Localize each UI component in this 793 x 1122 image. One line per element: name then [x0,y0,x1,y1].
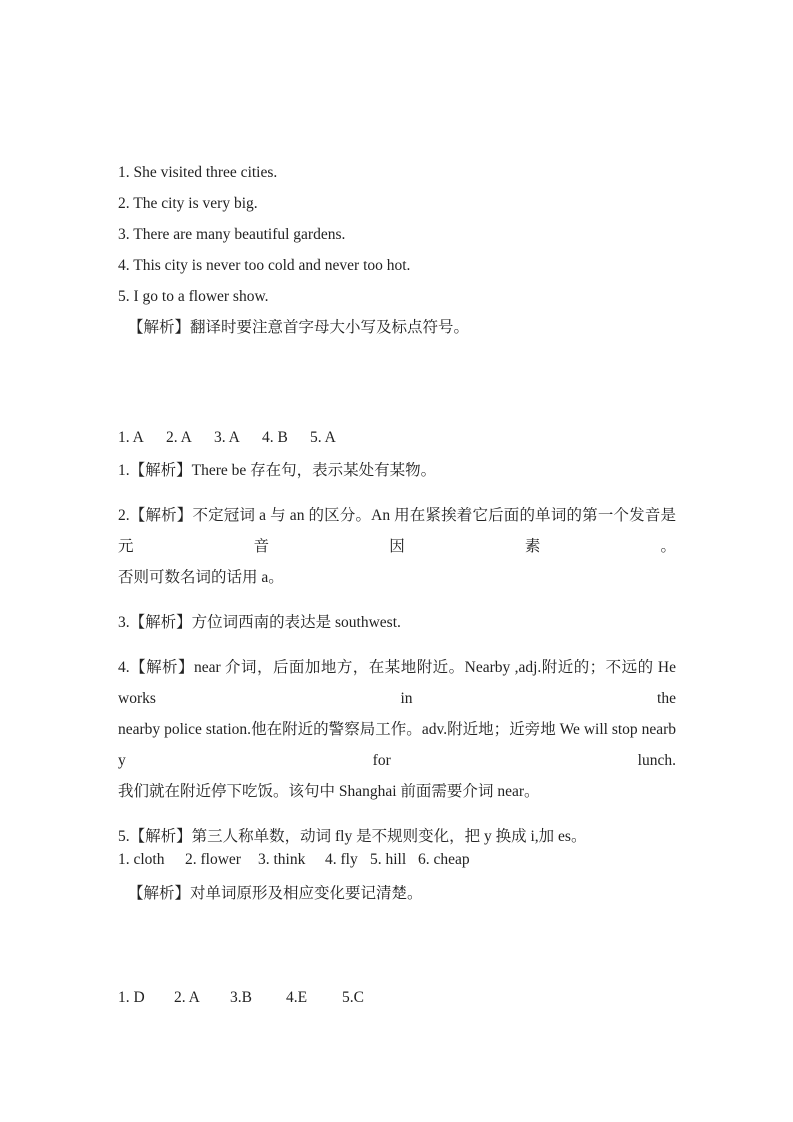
word-answer-5: 5. hill [370,851,407,868]
matching-answers-row [118,982,676,1013]
explanation-3-line: 3.【解析】方位词西南的表达是 southwest. [118,614,401,631]
word-answer-3: 3. think [258,851,306,868]
word-form-section [118,844,676,909]
explanation-2-line-1: 2.【解析】不定冠词 a 与 an 的区分。An 用在紧挨着它后面的单词的第一个发音是元音因素。 [118,507,676,555]
choice-answer-5: 5. A [310,429,336,446]
choice-answer-4: 4. B [262,429,288,446]
choice-answers-row [118,422,676,453]
explanation-1-line: 1.【解析】There be 存在句，表示某处有某物。 [118,462,437,479]
multiple-choice-section [118,422,676,852]
matching-section [118,982,676,1013]
explanation-4 [118,652,676,807]
word-answer-2: 2. flower [185,851,241,868]
matching-answer-4: 4.E [286,989,308,1006]
explanation-2-line-2: 否则可数名词的话用 a。 [118,569,284,586]
explanation-2 [118,500,676,593]
explanation-3 [118,607,676,638]
matching-answer-1: 1. D [118,989,145,1006]
choice-answer-3: 3. A [214,429,240,446]
word-answer-4: 4. fly [325,851,358,868]
explanation-1 [118,455,676,486]
choice-answer-2: 2. A [166,429,192,446]
word-answer-6: 6. cheap [418,851,470,868]
translation-answer-2: 2. The city is very big. [118,195,258,212]
word-form-answers-row [118,844,676,875]
word-answer-1: 1. cloth [118,851,165,868]
explanation-4-line-2: nearby police station.他在附近的警察局工作。adv.附近地；近旁地 We will stop nearby for lunch. [118,721,676,769]
matching-answer-5: 5.C [342,989,364,1006]
matching-answer-2: 2. A [174,989,200,1006]
translation-answer-3: 3. There are many beautiful gardens. [118,226,346,243]
matching-answer-3: 3.B [230,989,252,1006]
explanation-5-line: 5.【解析】第三人称单数，动词 fly 是不规则变化，把 y 换成 i,加 es。 [118,828,587,845]
translation-answers-section [118,157,676,343]
translation-analysis-note: 【解析】翻译时要注意首字母大小写及标点符号。 [128,319,470,336]
explanation-4-line-1: 4.【解析】near 介词，后面加地方，在某地附近。Nearby ,adj.附近的；不远的 He works in the [118,659,676,707]
explanation-4-line-3: 我们就在附近停下吃饭。该句中 Shanghai 前面需要介词 near。 [118,783,540,800]
translation-answer-4: 4. This city is never too cold and never too hot. [118,257,411,274]
choice-answer-1: 1. A [118,429,144,446]
translation-answer-1: 1. She visited three cities. [118,164,278,181]
word-form-analysis-note: 【解析】对单词原形及相应变化要记清楚。 [128,885,423,902]
translation-answer-5: 5. I go to a flower show. [118,288,269,305]
